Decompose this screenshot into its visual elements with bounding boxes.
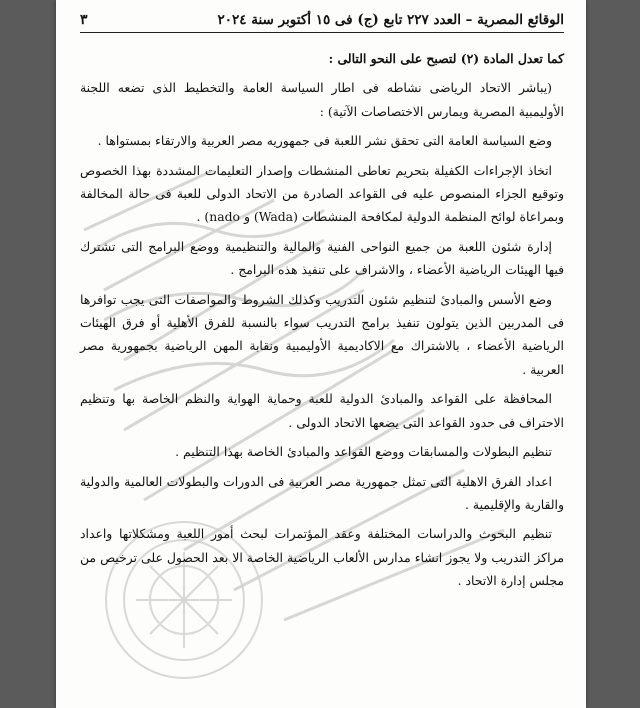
article-clause: اعداد الفرق الاهلية التى تمثل جمهورية مصر العربية فى الدورات والبطولات العالمية والدولية والقارية والإقليمية . xyxy=(80,473,564,512)
article-clause: اتخاذ الإجراءات الكفيلة بتحريم تعاطى المنشطات وإصدار التعليمات المشددة بهذا الخصوص وتوقيع الجزاء المنصوص عليه فى القواعد الصادرة من الاتحاد الدولى للعبة فى حالة المخالفة وبمراعاة لوائح المنظمة الدولية لمكافحة المنشطات (Wada) و nado) . xyxy=(80,162,564,225)
article-clause: تنظيم البطولات والمسابقات ووضع القواعد والمبادئ الخاصة بهذا التنظيم . xyxy=(175,444,552,460)
document-page xyxy=(56,0,586,708)
article-opening: (يباشر الاتحاد الرياضى نشاطه فى اطار السياسة العامة والتخطيط الذى تضعه اللجنة الأوليمبية المصرية ويمارس الاختصاصات الآتية) : xyxy=(80,80,564,119)
article-clause: المحافظة على القواعد والمبادئ الدولية للعبة وحماية الهواية والنظم الخاصة بها وتنظيم الاحتراف فى حدود القواعد التى يضعها الاتحاد الدولى . xyxy=(80,391,564,430)
header-title: الوقائع المصرية – العدد ٢٢٧ تابع (ج) فى ١٥ أكتوبر سنة ٢٠٢٤ xyxy=(217,12,564,28)
gazette-header xyxy=(80,12,564,33)
article-clause: إدارة شئون اللعبة من جميع النواحى الفنية والمالية والتنظيمية ووضع البرامج التى تشترك فيها الهيئات الرياضية الأعضاء ، والاشراف على تنفيذ هذه البرامج . xyxy=(80,238,564,278)
amendment-intro: كما تعدل المادة (٢) لتصبح على النحو التالى : xyxy=(328,51,564,66)
page-number: ٣ xyxy=(80,12,88,28)
article-clause: تنظيم البحوث والدراسات المختلفة وعقد المؤتمرات لبحث أمور اللعبة ومشكلاتها واعداد مراكز التدريب ولا يجوز انشاء مدارس الألعاب الرياضية الخاصة الا بعد الحصول على ترخيص من مجلس إدارة الاتحاد . xyxy=(80,526,564,589)
document-content xyxy=(80,12,564,593)
article-clause: وضع الأسس والمبادئ لتنظيم شئون التدريب وكذلك الشروط والمواصفات التى يجب توافرها فى المدربين الذين يتولون تنفيذ برامج التدريب سواء بالنسبة للفرق الأهلية أو فرق الهيئات الرياضية الأعضاء ، بالاشتراك مع الاكاديمية الأوليمبية ونقابة المهن الرياضية بجمهورية مصر العربية . xyxy=(80,291,564,377)
article-clause: وضع السياسة العامة التى تحقق نشر اللعبة فى جمهوريه مصر العربية والارتقاء بمستواها . xyxy=(97,133,552,149)
